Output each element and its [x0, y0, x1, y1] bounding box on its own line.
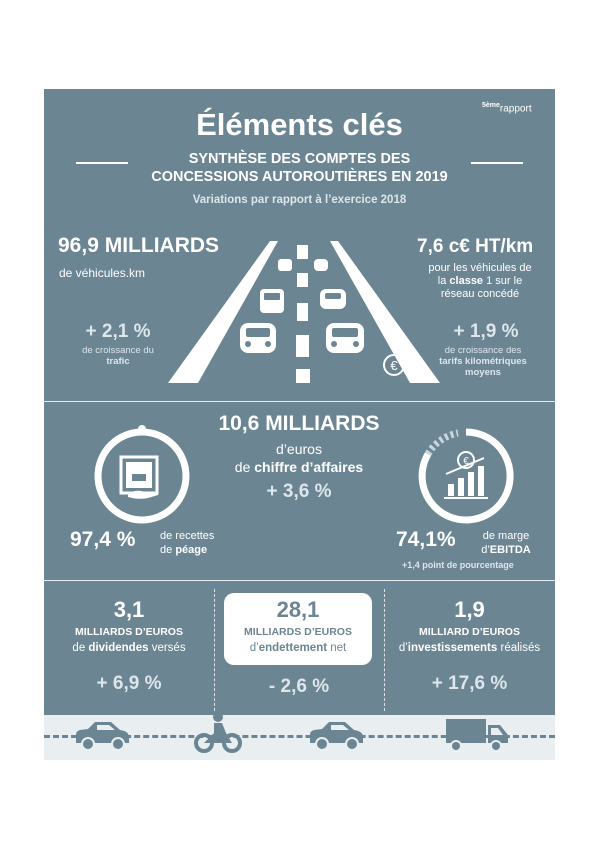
ebitda-desc-2: d’EBITDA — [481, 544, 531, 556]
traffic-unit: de véhicules.km — [59, 266, 146, 280]
ebitda-change: +1,4 point de pourcentage — [402, 560, 514, 570]
tariff-value: 7,6 c€ HT/km — [417, 236, 534, 257]
edition-sup: 5ème — [482, 102, 500, 109]
traffic-change-desc — [50, 345, 186, 367]
tariff-change: + 1,9 % — [453, 321, 519, 342]
edition-label — [482, 102, 532, 114]
infographic-panel — [44, 89, 555, 760]
dividends-unit: MILLIARDS D’EUROS — [75, 626, 183, 638]
revenue-unit: d’euros — [276, 441, 322, 457]
investments-unit: MILLIARD D’EUROS — [419, 626, 520, 638]
tariff-change-desc-1: de croissance des — [444, 345, 522, 356]
ebitda-desc-1: de marge — [482, 530, 530, 542]
traffic-change: + 2,1 % — [85, 321, 151, 342]
investments-change: + 17,6 % — [431, 673, 508, 694]
traffic-change-desc-2: trafic — [106, 356, 130, 367]
tariff-desc-1: pour les véhicules de — [428, 262, 532, 274]
dividends-value: 3,1 — [113, 597, 145, 622]
investments-desc: d’investissements réalisés — [398, 642, 541, 654]
section-divider-2 — [44, 580, 555, 581]
tariff-desc-3: réseau concédé — [440, 288, 520, 300]
truck-icon — [444, 713, 510, 755]
debt-value: 28,1 — [276, 597, 320, 622]
car-icon — [72, 717, 132, 753]
tariff-desc-2: la classe 1 sur le — [437, 275, 523, 287]
traffic-change-desc-1: de croissance du — [82, 345, 154, 356]
toll-share-desc — [160, 529, 214, 557]
toll-share-value: 97,4 % — [70, 528, 136, 551]
revenue-change: + 3,6 % — [266, 481, 332, 502]
toll-share-desc-1: de recettes — [160, 530, 215, 542]
debt-unit: MILLIARDS D’EUROS — [244, 626, 352, 638]
revenue-desc: de chiffre d’affaires — [234, 459, 364, 475]
svg-text:€: € — [463, 456, 469, 467]
subtitle-line-2: CONCESSIONS AUTOROUTIÈRES EN 2019 — [151, 169, 448, 185]
traffic-value: 96,9 MILLIARDS — [58, 234, 220, 257]
page-title: Éléments clés — [196, 107, 403, 142]
toll-share-desc-2: de péage — [160, 544, 208, 556]
car-icon — [306, 717, 366, 753]
tariff-change-desc-3: moyens — [465, 367, 501, 378]
toll-booth-icon — [90, 424, 194, 528]
dividends-desc: de dividendes versés — [72, 642, 186, 654]
debt-desc: d’endettement net — [249, 642, 347, 654]
tariff-desc — [414, 262, 546, 301]
subtitle-line-1: SYNTHÈSE DES COMPTES DES — [188, 151, 411, 167]
edition-text: rapport — [499, 103, 532, 115]
growth-chart-icon — [414, 424, 518, 528]
tariff-change-desc-2: tarifs kilométriques — [439, 356, 527, 367]
revenue-value: 10,6 MILLIARDS — [218, 412, 380, 435]
motorcycle-icon — [192, 711, 244, 753]
highway-road-icon — [164, 237, 444, 387]
ebitda-desc — [474, 529, 538, 557]
section-divider-1 — [44, 401, 555, 402]
debt-change: - 2,6 % — [268, 676, 330, 697]
dividends-change: + 6,9 % — [96, 673, 162, 694]
ebitda-value: 74,1% — [396, 528, 456, 551]
investments-value: 1,9 — [454, 597, 485, 622]
tariff-change-desc — [416, 345, 550, 378]
subtitle — [44, 150, 555, 186]
variation-note: Variations par rapport à l’exercice 2018 — [192, 194, 407, 206]
euro-symbol: € — [390, 358, 398, 373]
